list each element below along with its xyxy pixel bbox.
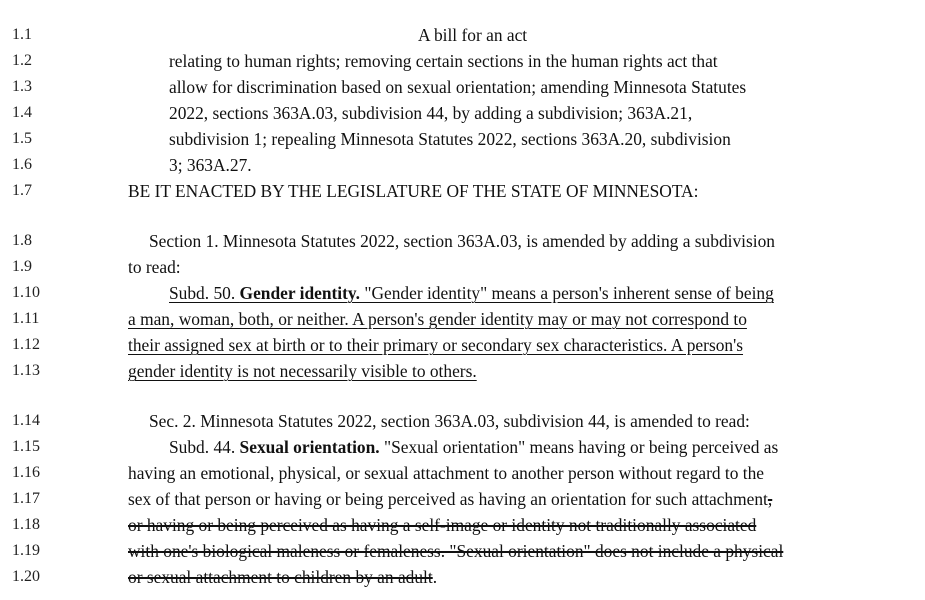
line-number: 1.13 (12, 362, 40, 379)
line-number: 1.15 (12, 438, 40, 455)
kept-text: . (432, 567, 438, 587)
line-number: 1.7 (12, 182, 32, 199)
deleted-text: or having or being perceived as having a self-image or identity not traditionally associated (128, 515, 757, 535)
bill-line (0, 74, 925, 100)
section-2-text: having an emotional, physical, or sexual attachment to another person without regard to the (128, 463, 765, 483)
inserted-text: their assigned sex at birth or to their primary or secondary sex characteristics. A person's (128, 335, 744, 355)
line-number: 1.14 (12, 412, 40, 429)
bill-line (0, 228, 925, 254)
section-2-text (169, 434, 778, 460)
bill-line (0, 358, 925, 384)
bill-title-line: 3; 363A.27. (169, 155, 252, 175)
section-2-text: Sec. 2. Minnesota Statutes 2022, section 363A.03, subdivision 44, is amended to read: (149, 411, 750, 431)
subd-text: "Gender identity" means a person's inherent sense of being (360, 283, 774, 303)
bill-line (0, 564, 925, 590)
bill-line (0, 306, 925, 332)
line-number: 1.19 (12, 542, 40, 559)
line-number: 1.8 (12, 232, 32, 249)
bill-heading: A bill for an act (418, 25, 528, 45)
line-number: 1.5 (12, 130, 32, 147)
inserted-text: a man, woman, both, or neither. A person's gender identity may or may not correspond to (128, 309, 747, 329)
section-1-text: to read: (128, 257, 181, 277)
deleted-text: , (767, 489, 773, 509)
subd-number: Subd. 50. (169, 283, 240, 303)
enacting-clause: BE IT ENACTED BY THE LEGISLATURE OF THE STATE OF MINNESOTA: (128, 181, 699, 201)
bill-line (0, 486, 925, 512)
bill-line (0, 280, 925, 306)
bill-line (0, 126, 925, 152)
line-number: 1.17 (12, 490, 40, 507)
bill-line (0, 152, 925, 178)
line-number: 1.3 (12, 78, 32, 95)
bill-line (0, 48, 925, 74)
subd-heading: Gender identity. (239, 283, 360, 303)
bill-title-line: relating to human rights; removing certain sections in the human rights act that (169, 51, 718, 71)
section-2-text (128, 486, 772, 512)
subd-heading: Sexual orientation. (239, 437, 380, 457)
line-number: 1.18 (12, 516, 40, 533)
line-number: 1.20 (12, 568, 40, 585)
bill-line (0, 408, 925, 434)
deleted-text: with one's biological maleness or femaleness. "Sexual orientation" does not include a physical (128, 541, 784, 561)
bill-title-line: 2022, sections 363A.03, subdivision 44, by adding a subdivision; 363A.21, (169, 103, 693, 123)
bill-line (0, 460, 925, 486)
bill-line (0, 332, 925, 358)
bill-title-line: subdivision 1; repealing Minnesota Statutes 2022, sections 363A.20, subdivision (169, 129, 731, 149)
bill-line (0, 178, 925, 204)
line-number: 1.9 (12, 258, 32, 275)
line-number: 1.2 (12, 52, 32, 69)
bill-line (0, 538, 925, 564)
section-2-text (128, 564, 437, 590)
line-number: 1.16 (12, 464, 40, 481)
inserted-text: gender identity is not necessarily visible to others. (128, 361, 477, 381)
bill-line (0, 254, 925, 280)
line-number: 1.11 (12, 310, 40, 327)
line-number: 1.6 (12, 156, 32, 173)
bill-title-line: allow for discrimination based on sexual orientation; amending Minnesota Statutes (169, 77, 747, 97)
subd-number: Subd. 44. (169, 437, 240, 457)
bill-line (0, 100, 925, 126)
section-1-text: Section 1. Minnesota Statutes 2022, section 363A.03, is amended by adding a subdivision (149, 231, 775, 251)
deleted-text: or sexual attachment to children by an adult (128, 567, 433, 587)
inserted-text (169, 280, 774, 306)
line-number: 1.10 (12, 284, 40, 301)
bill-line (0, 22, 925, 48)
line-number: 1.1 (12, 26, 32, 43)
subd-text: "Sexual orientation" means having or being perceived as (379, 437, 779, 457)
kept-text: sex of that person or having or being perceived as having an orientation for such attachment (128, 489, 768, 509)
line-number: 1.12 (12, 336, 40, 353)
bill-line (0, 434, 925, 460)
line-number: 1.4 (12, 104, 32, 121)
bill-line (0, 512, 925, 538)
